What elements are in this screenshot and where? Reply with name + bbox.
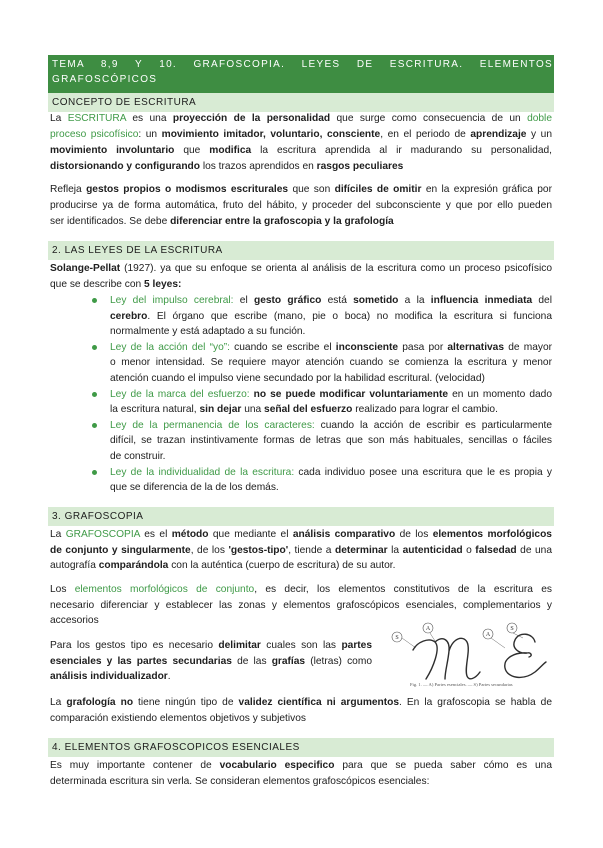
text-run: realizado para lograr el cambio.: [352, 404, 498, 416]
text-run: el: [233, 295, 254, 306]
list-item: [110, 387, 552, 418]
text-line: [110, 480, 552, 496]
text-line: [110, 324, 552, 340]
text-run: los trazos aprendidos en: [199, 161, 317, 172]
text-line: [50, 711, 552, 727]
text-run: con la auténtica (cuerpo de escritura) de su autor.: [168, 560, 396, 572]
bold-text: grafología no: [66, 697, 134, 708]
text-run: es el: [139, 529, 172, 540]
highlighted-term: elementos morfológicos de conjunto: [74, 584, 255, 595]
text-line: [50, 277, 552, 293]
text-run: . El órgano que escribe (mano, pie o boca) no modifica la escritura si funciona: [147, 310, 552, 322]
text-line: [50, 558, 552, 574]
text-run: difícil, se trazan instintivamente formas de letras que son más habituales, sencillas o fáciles: [110, 435, 552, 447]
highlighted-term: Ley de la individualidad de la escritura:: [110, 466, 295, 478]
list-item: [110, 293, 552, 340]
text-run: de construir.: [110, 450, 166, 462]
highlighted-term: Ley de la marca del esfuerzo:: [110, 388, 254, 400]
paragraph-solange-pellat: [50, 261, 552, 293]
paragraph-gestos-tipo: [50, 638, 372, 685]
text-line: [110, 433, 552, 449]
bold-text: movimiento involuntario: [50, 145, 175, 156]
bullet-icon: [91, 465, 99, 481]
bold-text: determinar: [334, 544, 388, 556]
list-item: [110, 418, 552, 465]
text-run: .: [167, 671, 171, 683]
text-run: del: [532, 295, 552, 306]
bold-text: partes: [341, 640, 373, 651]
text-line: [50, 111, 552, 127]
text-run: atención cuando el impulso viene secundado por la habilidad escritural. (velocidad): [110, 372, 485, 384]
bold-text: influencia inmediata: [430, 295, 533, 306]
text-run: (letras) como: [305, 655, 372, 667]
text-run: . En la grafoscopia se habla de: [399, 697, 552, 708]
text-run: (1927). ya que su enfoque se orienta al análisis de la escritura como un proceso psicofísico: [120, 263, 552, 274]
text-run: que: [174, 145, 210, 156]
bold-text: señal del esfuerzo: [264, 404, 353, 416]
figure-caption: Fig. 1. — A) Partes esenciales. — S) Partes secundarias: [410, 682, 513, 687]
bold-text: aprendizaje: [470, 129, 527, 140]
highlighted-term: proceso psicofísico: [50, 129, 139, 140]
bold-text: 5 leyes:: [144, 279, 182, 290]
text-run: o: [462, 544, 476, 556]
text-line: [50, 127, 552, 143]
text-run: La: [50, 529, 66, 540]
text-line: [110, 355, 552, 371]
figure-background: [383, 620, 551, 690]
bold-text: no se puede modificar voluntariamente: [253, 388, 449, 400]
paragraph-vocabulario: [50, 758, 552, 789]
text-run: cuando la acción de escribir es particularmente: [314, 419, 553, 431]
text-run: que son: [288, 184, 335, 195]
bold-text: validez científica ni argumentos: [238, 697, 400, 708]
bold-text: método: [171, 529, 209, 540]
bold-text: proyección de la personalidad: [172, 113, 331, 124]
text-line: [50, 669, 372, 685]
text-line: [110, 449, 552, 465]
paragraph-gestos-propios: [50, 182, 552, 230]
text-line: [110, 340, 552, 356]
text-run: una: [241, 404, 265, 416]
list-item: [110, 465, 552, 496]
text-run: Es muy importante contener de: [50, 760, 220, 771]
text-run: ser identificados. Se debe: [50, 216, 171, 227]
highlighted-term: Ley de la acción del “yo”:: [110, 341, 230, 353]
bold-text: grafías: [271, 655, 306, 667]
text-run: accesorios: [50, 615, 99, 627]
text-run: La: [50, 113, 68, 124]
bold-text: difíciles de omitir: [334, 184, 422, 195]
text-line: [50, 527, 552, 543]
bold-text: autenticidad: [402, 544, 463, 556]
bold-text: 'gestos-tipo': [228, 544, 289, 556]
bold-text: movimiento imitador, voluntario, consciente: [161, 129, 381, 140]
text-run: que se describe con: [50, 279, 145, 290]
figure-label: A: [485, 632, 491, 639]
text-run: cada individuo posee una escritura que le es propia y: [294, 466, 552, 478]
text-run: la escritura natural,: [110, 404, 200, 416]
text-run: está: [321, 295, 354, 306]
text-line: [50, 543, 552, 559]
bold-text: falsedad: [475, 544, 517, 556]
title-line-1: TEMA 8,9 Y 10. GRAFOSCOPIA. LEYES DE ESCRITURA. ELEMENTOS: [52, 59, 553, 70]
bold-text: elementos morfológicos: [432, 529, 552, 540]
text-line: [110, 387, 552, 403]
text-run: la: [387, 544, 403, 556]
bold-text: cerebro: [110, 310, 148, 322]
text-run: Para los gestos tipo es necesario: [50, 640, 219, 651]
text-run: de los: [395, 529, 433, 540]
text-line: [50, 774, 552, 790]
text-run: , tiende a: [288, 544, 335, 556]
bold-text: de conjunto y singularmente: [50, 544, 191, 556]
section-heading-grafoscopia: 3. GRAFOSCOPIA: [48, 507, 554, 526]
text-run: cuales son las: [260, 640, 342, 651]
text-run: en un momento dado: [448, 388, 552, 400]
text-line: [50, 182, 552, 198]
text-run: necesario diferenciar y establecer las zonas y elementos grafoscópicos esenciales, complementarios y: [50, 599, 552, 611]
bold-text: vocabulario especifico: [219, 760, 335, 771]
text-run: determinada escritura sin verla. Se consideran elementos grafoscópicos esenciales:: [50, 775, 430, 787]
text-run: Los: [50, 584, 75, 595]
text-line: [50, 261, 552, 277]
figure-label: A: [425, 626, 431, 633]
section-heading-leyes-escritura: 2. LAS LEYES DE LA ESCRITURA: [48, 241, 554, 260]
text-run: pasa por: [398, 341, 448, 353]
text-line: [50, 159, 552, 175]
text-run: , en el periodo de: [380, 129, 471, 140]
document-title-banner: [48, 55, 554, 93]
text-run: Refleja: [50, 184, 87, 195]
text-line: [50, 654, 372, 670]
text-run: La: [50, 697, 67, 708]
text-line: [110, 465, 552, 481]
bold-text: sin dejar: [199, 404, 242, 416]
figure-label: S: [510, 626, 514, 633]
text-run: para que se pueda saber cómo es una: [334, 760, 552, 771]
text-run: cuando se escribe el: [229, 341, 336, 353]
figure-label: S: [395, 635, 399, 642]
bold-text: diferenciar entre la grafoscopia y la grafología: [170, 216, 394, 227]
bullet-icon: [91, 340, 99, 356]
list-item: [110, 340, 552, 387]
text-run: normalmente y está adaptado a su función.: [110, 326, 306, 338]
text-run: a la: [398, 295, 431, 306]
text-run: que surge como consecuencia de un: [330, 113, 528, 124]
text-run: o menor intensidad. Se requiere mayor atención cuando se comienza la escritura y menor: [110, 357, 552, 369]
text-line: [50, 143, 552, 159]
text-run: de mayor: [504, 341, 553, 353]
bold-text: Solange-Pellat: [50, 263, 121, 274]
text-line: [50, 214, 552, 230]
bullet-icon: [91, 293, 99, 309]
bold-text: análisis comparativo: [292, 529, 396, 540]
bullet-icon: [91, 418, 99, 434]
text-line: [110, 309, 552, 325]
paragraph-definicion-escritura: [50, 111, 552, 175]
text-line: [50, 695, 552, 711]
text-run: la escritura aprendida al ir madurando su personalidad,: [251, 145, 552, 156]
text-run: autografía: [50, 560, 99, 572]
text-line: [50, 758, 552, 774]
bold-text: inconsciente: [335, 341, 399, 353]
bold-text: distorsionando y configurando: [50, 161, 200, 172]
text-line: [50, 638, 372, 654]
bold-text: delimitar: [218, 640, 261, 651]
bold-text: gestos propios o modismos escriturales: [86, 184, 289, 195]
text-line: [110, 293, 552, 309]
bold-text: gesto gráfico: [253, 295, 322, 306]
text-line: [50, 582, 552, 598]
title-line-2: GRAFOSCÓPICOS: [52, 74, 158, 85]
text-run: : un: [138, 129, 162, 140]
text-line: [110, 402, 552, 418]
text-run: comparación existiendo elementos objetivos y subjetivos: [50, 712, 306, 724]
text-run: que mediante el: [208, 529, 293, 540]
text-line: [110, 371, 552, 387]
bold-text: rasgos peculiares: [316, 161, 404, 172]
text-run: en la expresión gráfica por: [421, 184, 552, 195]
highlighted-term: doble: [527, 113, 552, 124]
text-run: , es decir, los elementos constitutivos de la escritura es: [254, 584, 552, 595]
bold-text: alternativas: [447, 341, 505, 353]
text-run: de las: [231, 655, 272, 667]
text-line: [50, 598, 552, 614]
bold-text: análisis individualizador: [50, 671, 168, 683]
highlighted-term: ESCRITURA: [67, 113, 127, 124]
laws-bullet-list: [110, 293, 552, 496]
text-run: producirse ya de forma automática, fruto del hábito, y proceder del subconsciente y que por ello pueden: [50, 200, 552, 211]
bold-text: esenciales y las partes secundarias: [50, 655, 232, 667]
text-line: [110, 418, 552, 434]
paragraph-grafologia: [50, 695, 552, 726]
bullet-icon: [91, 387, 99, 403]
text-run: es una: [126, 113, 173, 124]
highlighted-term: Ley del impulso cerebral:: [110, 295, 234, 306]
bold-text: modifica: [209, 145, 252, 156]
text-run: tiene ningún tipo de: [133, 697, 239, 708]
text-line: [50, 198, 552, 214]
bold-text: comparándola: [98, 560, 169, 572]
text-run: , de los: [190, 544, 229, 556]
text-run: y un: [526, 129, 552, 140]
section-heading-concepto-de-escritura: CONCEPTO DE ESCRITURA: [48, 93, 554, 112]
text-run: que se diferencia de la de los demás.: [110, 482, 279, 494]
paragraph-definicion-grafoscopia: [50, 527, 552, 574]
highlighted-term: GRAFOSCOPIA: [65, 529, 140, 540]
handwriting-figure: [383, 620, 551, 690]
text-run: de una: [516, 544, 552, 556]
bold-text: sometido: [353, 295, 399, 306]
highlighted-term: Ley de la permanencia de los caracteres:: [110, 419, 315, 431]
section-heading-elementos-esenciales: 4. ELEMENTOS GRAFOSCOPICOS ESENCIALES: [48, 738, 554, 757]
